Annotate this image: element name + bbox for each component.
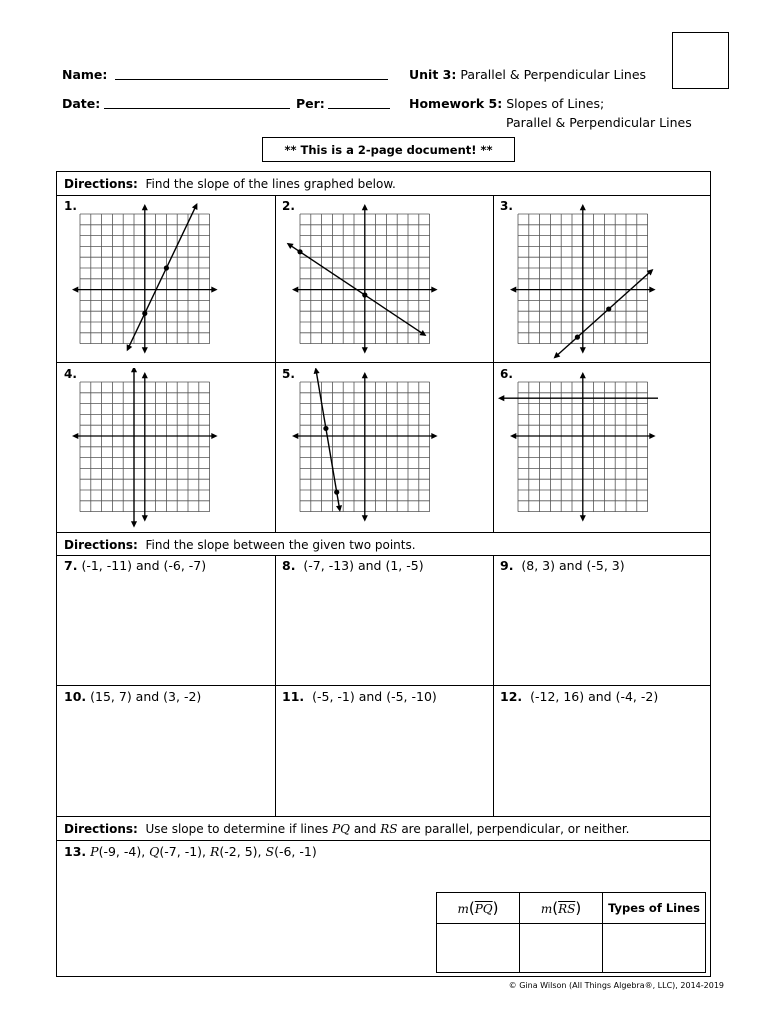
copyright-footer: © Gina Wilson (All Things Algebra®, LLC), 2014-2019 (508, 981, 724, 990)
problem-8: 8. (-7, -13) and (1, -5) (282, 558, 424, 573)
problem-number-6: 6. (500, 367, 513, 381)
problem-12: 12. (-12, 16) and (-4, -2) (500, 689, 659, 704)
y-axis-arrow (362, 347, 368, 353)
line-arrow (131, 368, 137, 372)
y-axis-arrow (580, 372, 586, 378)
x-axis-arrow (292, 433, 298, 439)
x-axis-arrow (510, 287, 516, 293)
two-page-banner: ** This is a 2-page document! ** (262, 137, 515, 162)
plotted-point (362, 292, 367, 297)
problem-9: 9. (8, 3) and (-5, 3) (500, 558, 625, 573)
y-axis-arrow (580, 204, 586, 210)
answer-types-of-lines[interactable] (603, 924, 706, 973)
rule (57, 532, 710, 533)
x-axis-arrow (510, 433, 516, 439)
x-axis-arrow (431, 287, 437, 293)
graph-6 (498, 368, 658, 528)
y-axis-arrow (362, 204, 368, 210)
answer-slope-pq[interactable] (437, 924, 520, 973)
x-axis-arrow (211, 433, 217, 439)
header-slope-pq: $m(\overline{PQ})$ (437, 893, 520, 924)
graph-2 (280, 200, 440, 360)
directions-parallel-perpendicular: Directions: Use slope to determine if lines PQ and RS are parallel, perpendicular, or neither. (64, 822, 630, 836)
homework-title-line2: Parallel & Perpendicular Lines (506, 115, 692, 130)
problem-number-5: 5. (282, 367, 295, 381)
problem-number-2: 2. (282, 199, 295, 213)
unit-title: Parallel & Perpendicular Lines (460, 67, 647, 82)
problem-number-4: 4. (64, 367, 77, 381)
plotted-point (164, 265, 169, 270)
homework-title-line1: Slopes of Lines; (506, 96, 605, 111)
directions-graphs: Directions: Find the slope of the lines graphed below. (64, 177, 396, 191)
line-arrow (314, 368, 320, 374)
line-arrow (336, 505, 342, 512)
slope-answer-table (436, 892, 706, 973)
rule (57, 816, 710, 817)
y-axis-arrow (142, 515, 148, 521)
date-label: Date: (62, 96, 101, 111)
plotted-point (323, 426, 328, 431)
graph-4 (60, 368, 220, 528)
period-field[interactable] (328, 95, 390, 109)
answer-slope-rs[interactable] (520, 924, 603, 973)
y-axis-arrow (142, 372, 148, 378)
rule (57, 195, 710, 196)
name-field[interactable] (115, 66, 388, 80)
y-axis-arrow (362, 515, 368, 521)
problem-13: 13. P(-9, -4), Q(-7, -1), R(-2, 5), S(-6, -1) (64, 844, 317, 859)
header-types-of-lines: Types of Lines (603, 893, 706, 924)
rule (57, 362, 710, 363)
plotted-point (297, 249, 302, 254)
graph-5 (280, 368, 440, 528)
rule (275, 195, 276, 532)
rule (57, 685, 710, 686)
y-axis-arrow (142, 204, 148, 210)
line-arrow (498, 395, 504, 401)
plotted-point (334, 490, 339, 495)
rule (275, 555, 276, 816)
header-slope-rs: $m(\overline{RS})$ (520, 893, 603, 924)
y-axis-arrow (580, 347, 586, 353)
x-axis-arrow (211, 287, 217, 293)
rule (57, 555, 710, 556)
x-axis-arrow (292, 287, 298, 293)
graphed-line (128, 205, 197, 350)
rule (493, 195, 494, 532)
graph-1 (60, 200, 220, 360)
y-axis-arrow (580, 515, 586, 521)
homework-label: Homework 5: (409, 96, 503, 111)
name-label: Name: (62, 67, 108, 82)
y-axis-arrow (142, 347, 148, 353)
unit-heading (409, 67, 646, 82)
problem-11: 11. (-5, -1) and (-5, -10) (282, 689, 437, 704)
x-axis-arrow (72, 433, 78, 439)
plotted-point (606, 306, 611, 311)
problem-7: 7. (-1, -11) and (-6, -7) (64, 558, 207, 573)
directions-two-points: Directions: Find the slope between the given two points. (64, 538, 416, 552)
unit-label: Unit 3: (409, 67, 457, 82)
line-arrow (131, 521, 137, 527)
score-box[interactable] (672, 32, 729, 89)
homework-heading (409, 96, 604, 111)
line-arrow (287, 243, 294, 249)
problem-number-1: 1. (64, 199, 77, 213)
plotted-point (575, 335, 580, 340)
x-axis-arrow (649, 433, 655, 439)
rule (57, 840, 710, 841)
x-axis-arrow (431, 433, 437, 439)
date-field[interactable] (104, 95, 290, 109)
problem-number-3: 3. (500, 199, 513, 213)
problem-10: 10. (15, 7) and (3, -2) (64, 689, 202, 704)
plotted-point (142, 311, 147, 316)
x-axis-arrow (72, 287, 78, 293)
graph-3 (498, 200, 658, 360)
per-label: Per: (296, 96, 325, 111)
graphed-line (316, 369, 340, 510)
y-axis-arrow (362, 372, 368, 378)
rule (493, 555, 494, 816)
graphed-line (555, 270, 652, 357)
x-axis-arrow (649, 287, 655, 293)
